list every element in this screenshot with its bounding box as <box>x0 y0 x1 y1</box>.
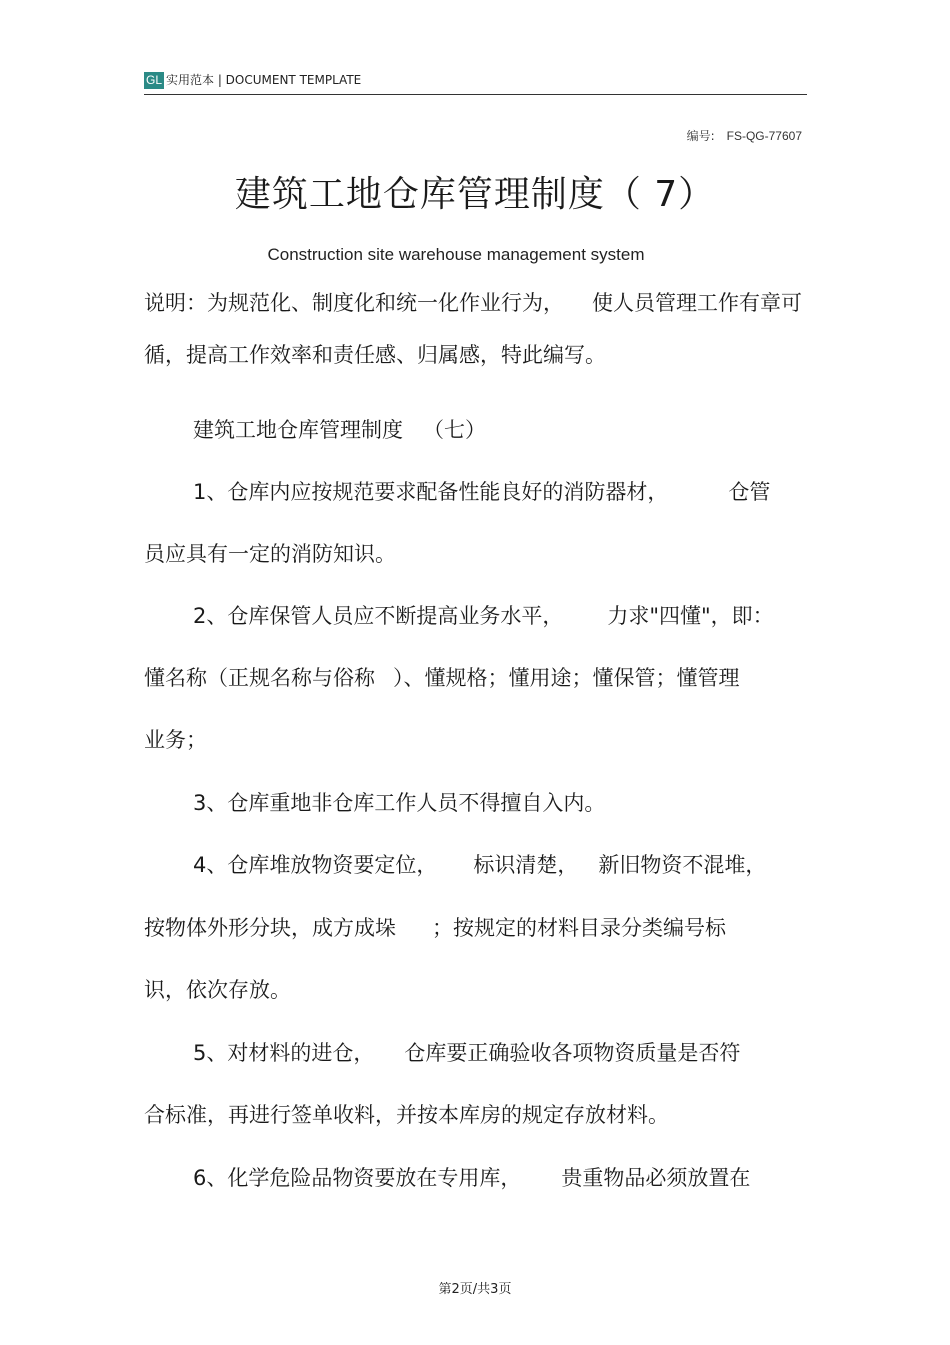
section-heading-number: （七） <box>423 418 486 442</box>
intro-line-2: 循，提高工作效率和责任感、归属感，特此编写。 <box>144 343 606 367</box>
section-heading-text: 建筑工地仓库管理制度 <box>193 418 403 442</box>
item-6-line-1 <box>193 1163 750 1193</box>
item-5-line-2: 合标准，再进行签单收料，并按本库房的规定存放材料。 <box>144 1103 669 1127</box>
paragraph-text: 贵重物品必须放置在 <box>561 1166 751 1190</box>
document-title: 建筑工地仓库管理制度（ 7） <box>234 174 716 215</box>
gl-logo: GL <box>146 73 163 87</box>
item-1-line-2: 员应具有一定的消防知识。 <box>144 542 396 566</box>
paragraph-text: 2、仓库保管人员应不断提高业务水平， <box>193 604 564 628</box>
paragraph-text: 力求"四懂"，即： <box>607 604 774 628</box>
item-2-line-1 <box>193 601 774 631</box>
item-5-line-1 <box>193 1038 740 1068</box>
item-2-line-2 <box>144 663 740 693</box>
document-number-value: FS-QG-77607 <box>726 129 802 143</box>
document-number <box>687 127 802 144</box>
paragraph-text: 6、化学危险品物资要放在专用库， <box>193 1166 522 1190</box>
paragraph-text: 1、仓库内应按规范要求配备性能良好的消防器材， <box>193 480 669 504</box>
header-title: 实用范本 | DOCUMENT TEMPLATE <box>166 73 362 87</box>
paragraph-text: 按物体外形分块，成方成垛 <box>144 916 396 940</box>
page-header <box>144 70 807 95</box>
item-4-line-3: 识，依次存放。 <box>144 978 291 1002</box>
item-1-line-1 <box>193 477 770 507</box>
document-number-label: 编号: <box>686 129 715 143</box>
paragraph-text: 仓库要正确验收各项物资质量是否符 <box>404 1041 741 1065</box>
intro-line-1 <box>144 288 802 318</box>
paragraph-text: 仓管 <box>728 480 771 504</box>
page-footer: 第2页/共3页 <box>438 1282 512 1297</box>
intro-text: 使人员管理工作有章可 <box>592 291 802 315</box>
item-4-line-1 <box>193 850 766 880</box>
item-4-line-2 <box>144 913 726 943</box>
item-2-line-3: 业务； <box>144 728 207 752</box>
paragraph-text: 新旧物资不混堆， <box>598 853 767 877</box>
paragraph-text: ）、懂规格；懂用途；懂保管；懂管理 <box>393 666 740 690</box>
paragraph-text: 5、对材料的进仓， <box>193 1041 375 1065</box>
paragraph-text: ；按规定的材料目录分类编号标 <box>432 916 726 940</box>
paragraph-text: 标识清楚， <box>473 853 579 877</box>
paragraph-text: 4、仓库堆放物资要定位， <box>193 853 438 877</box>
document-subtitle: Construction site warehouse management system <box>267 245 645 264</box>
intro-text: 说明：为规范化、制度化和统一化作业行为， <box>144 291 564 315</box>
item-3: 3、仓库重地非仓库工作人员不得擅自入内。 <box>193 791 606 815</box>
paragraph-text: 懂名称（正规名称与俗称 <box>144 666 375 690</box>
section-heading <box>193 415 486 445</box>
